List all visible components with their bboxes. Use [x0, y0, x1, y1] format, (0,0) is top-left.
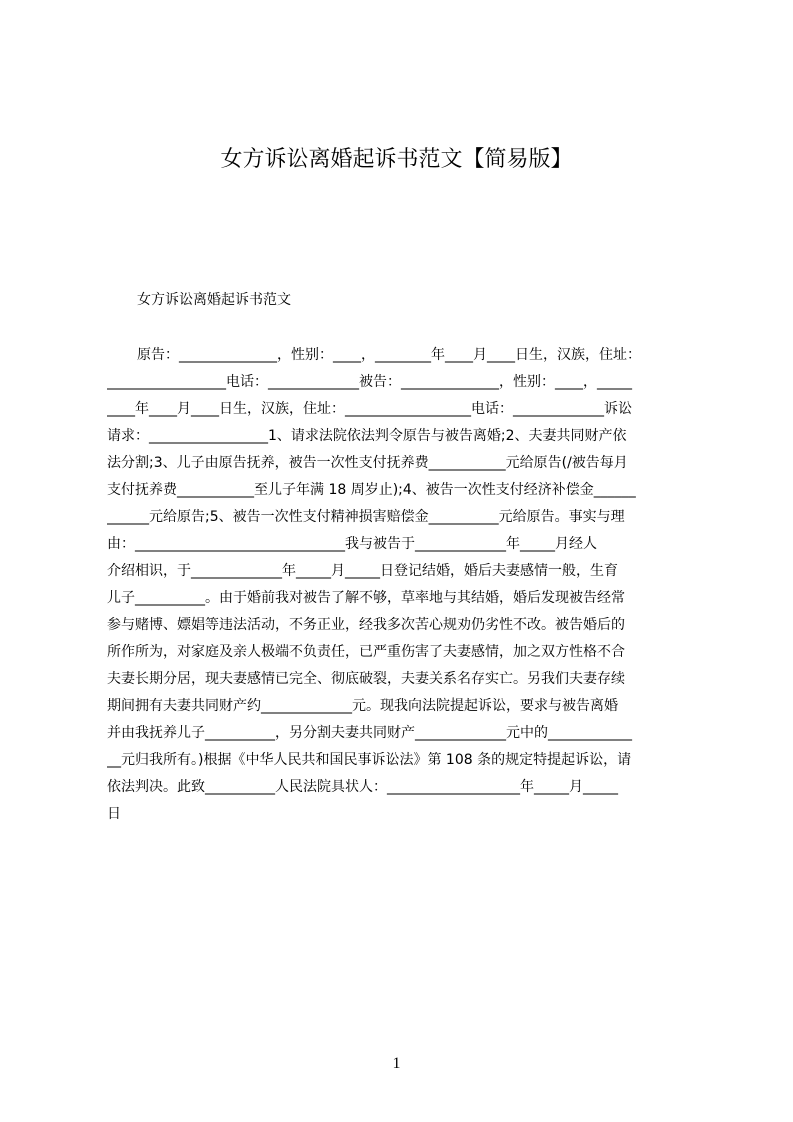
body-line: 法分割;3、儿子由原告抚养，被告一次性支付抚养费___________元给原告(/被告每月 — [107, 455, 628, 471]
document-subtitle: 女方诉讼离婚起诉书范文 — [137, 292, 291, 308]
body-line: ____年____月____日生，汉族，住址：__________________电话：_____________诉讼 — [107, 401, 632, 417]
body-line: 介绍相识，于_____________年_____月_____日登记结婚，婚后夫妻感情一般，生育 — [107, 563, 618, 579]
body-line: ______元给原告;5、被告一次性支付精神损害赔偿金__________元给原告。事实与理 — [107, 509, 625, 525]
document-body — [107, 345, 697, 831]
body-line: 并由我抚养儿子__________，另分割夫妻共同财产_____________元中的____________ — [107, 725, 632, 741]
document-title: 女方诉讼离婚起诉书范文【简易版】 — [220, 147, 573, 172]
body-line: 由：______________________________我与被告于_____________年_____月经人 — [107, 536, 597, 552]
page-number: 1 — [392, 1055, 401, 1072]
body-line: __元归我所有。)根据《中华人民共和国民事诉讼法》第 108 条的规定特提起诉讼，请 — [107, 752, 632, 768]
body-line: 期间拥有夫妻共同财产约_____________元。现我向法院提起诉讼，要求与被告离婚 — [107, 698, 618, 714]
body-line: 儿子__________。由于婚前我对被告了解不够，草率地与其结婚，婚后发现被告经常 — [107, 590, 625, 606]
body-line: 依法判决。此致__________人民法院具状人：___________________年_____月_____ — [107, 779, 618, 795]
body-line: 夫妻长期分居，现夫妻感情已完全、彻底破裂，夫妻关系名存实亡。另我们夫妻存续 — [107, 671, 625, 687]
body-line: _________________电话：_____________被告：______________，性别：____，_____ — [107, 374, 632, 390]
body-line: 支付抚养费___________至儿子年满 18 周岁止);4、被告一次性支付经济补偿金______ — [107, 482, 636, 498]
body-line: 所作所为，对家庭及亲人极端不负责任，已严重伤害了夫妻感情，加之双方性格不合 — [107, 644, 625, 660]
body-line: 原告：______________，性别：____，________年____月____日生，汉族，住址： — [137, 347, 641, 363]
body-line: 请求：_________________1、请求法院依法判令原告与被告离婚;2、夫妻共同财产依 — [107, 428, 627, 444]
body-line: 参与赌博、嫖娼等违法活动，不务正业，经我多次苦心规劝仍劣性不改。被告婚后的 — [107, 617, 625, 633]
body-line: 日 — [107, 806, 121, 822]
